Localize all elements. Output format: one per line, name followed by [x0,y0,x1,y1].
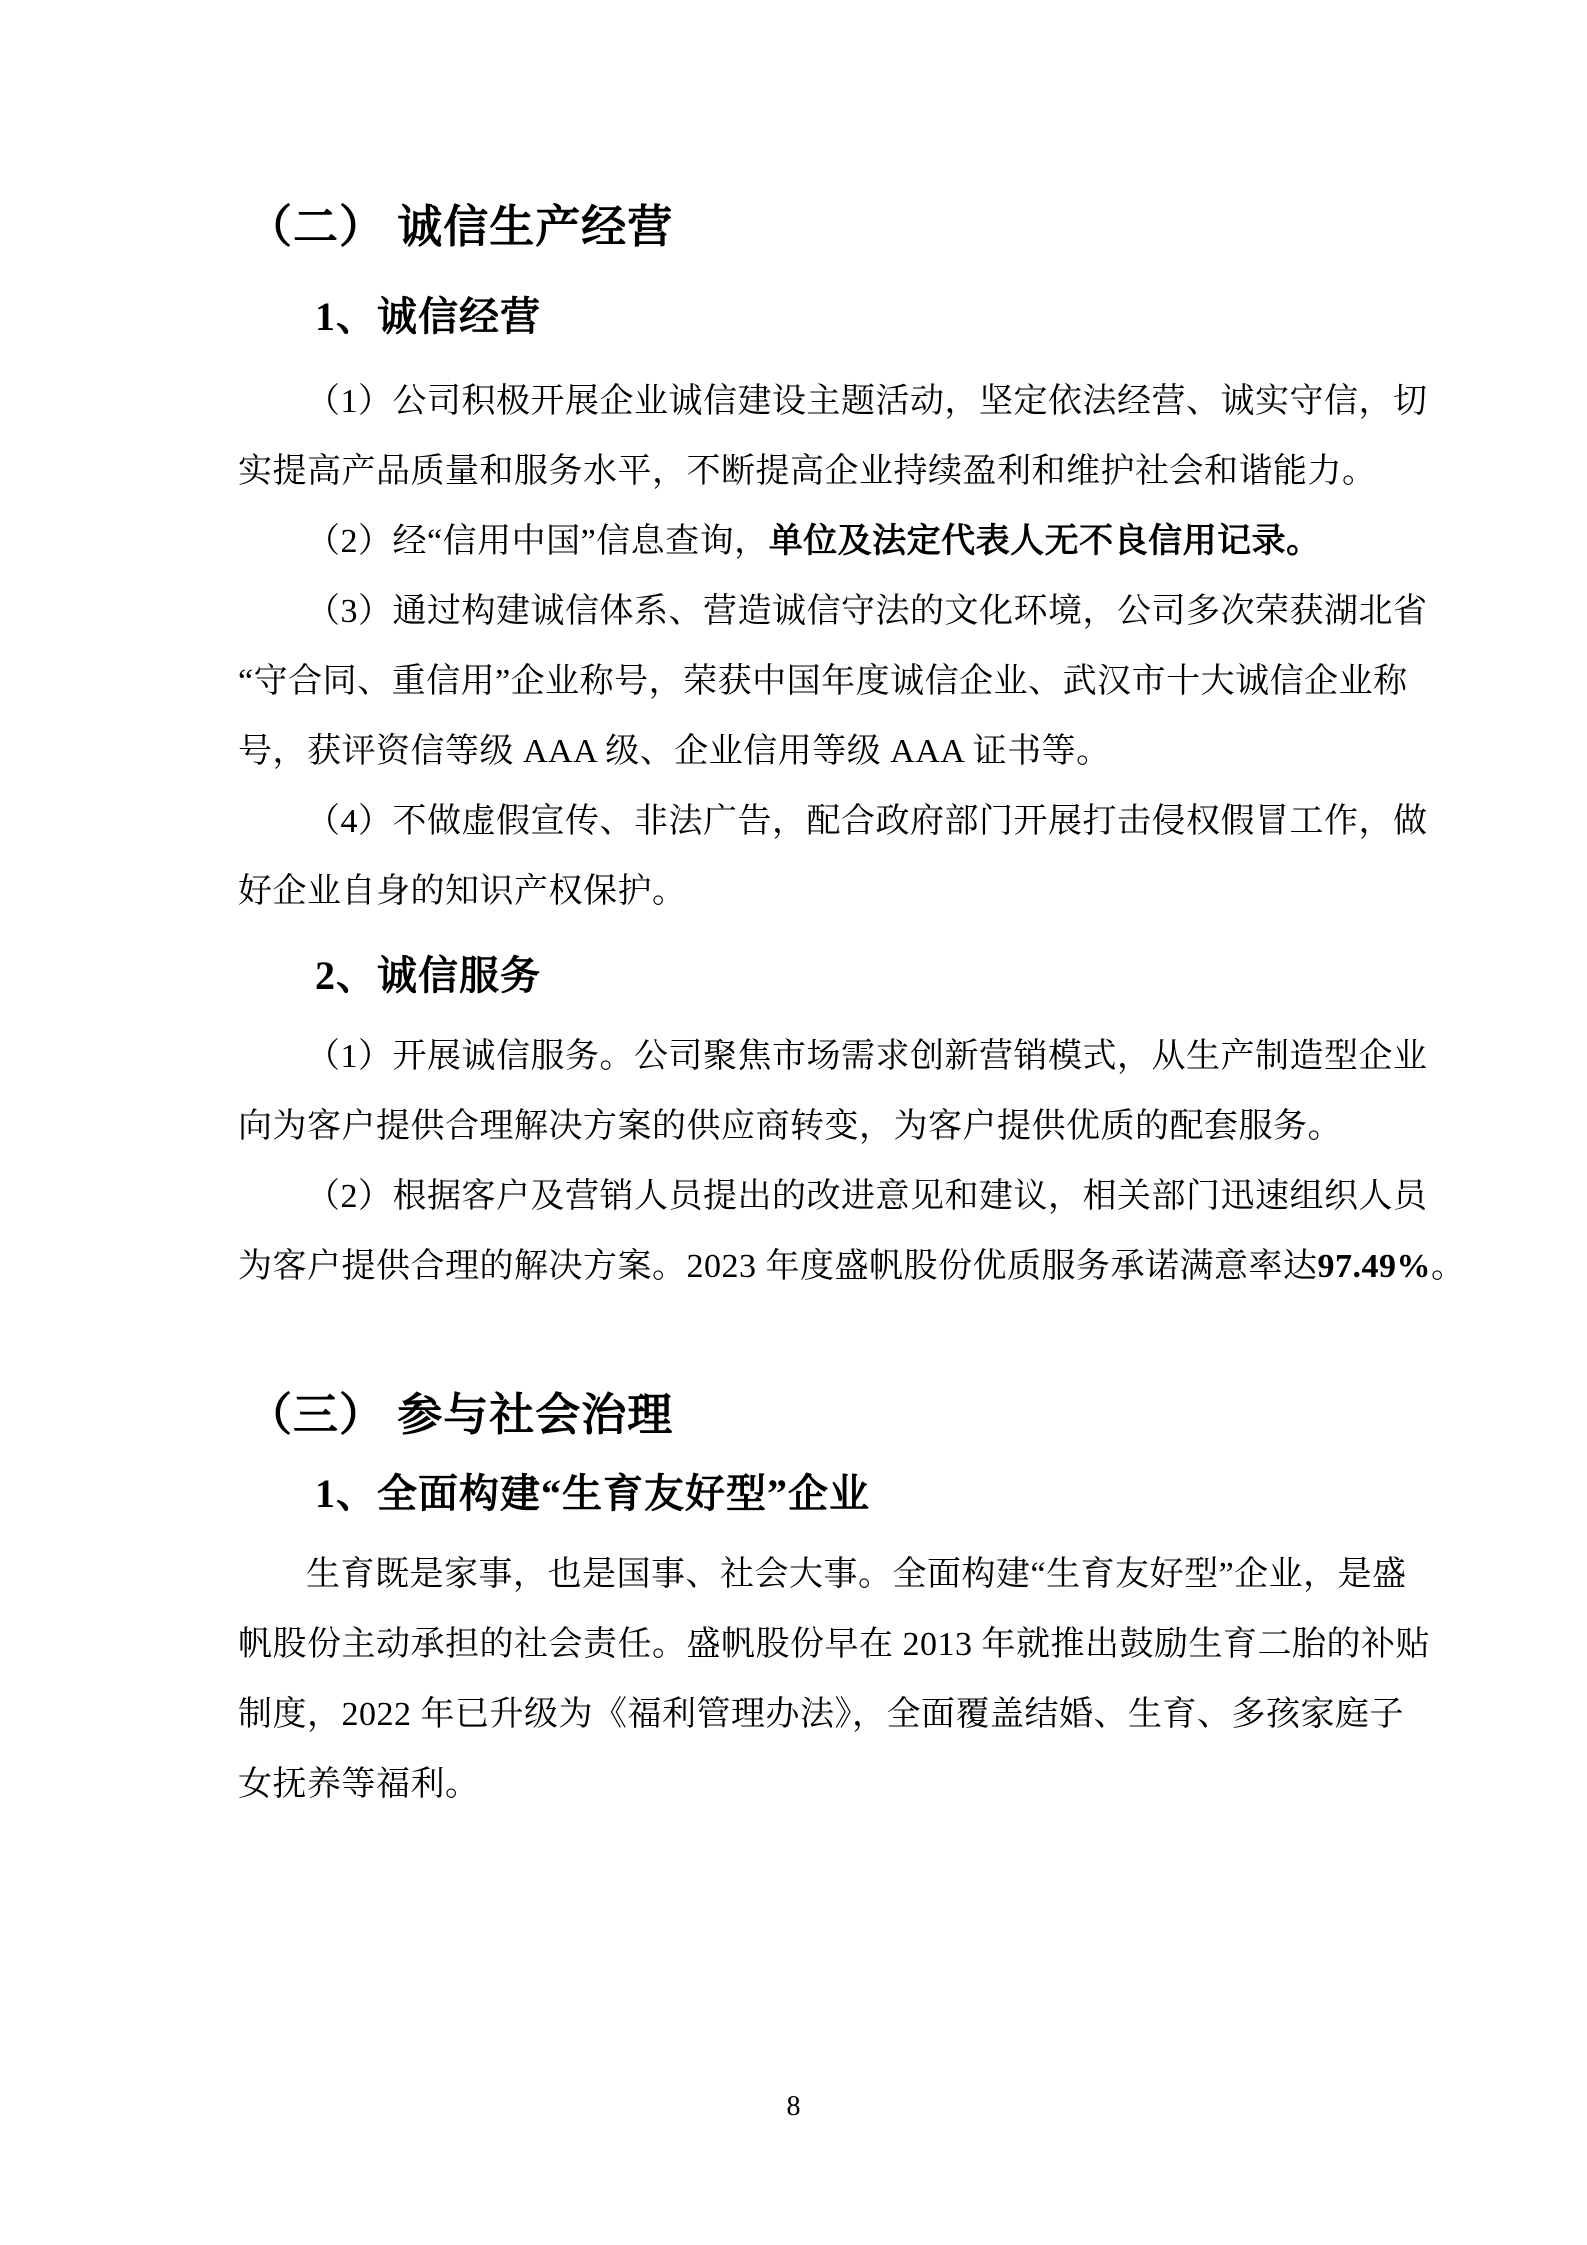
subsection-3-1-body [238,1540,1430,1820]
section-heading-3: （三） 参与社会治理 [247,1390,674,1440]
body-line: （3）通过构建诚信体系、营造诚信守法的文化环境，公司多次荣获湖北省 [306,593,1428,630]
text-run: （2）经“信用中国”信息查询， [306,523,769,560]
text-run: 为客户提供合理的解决方案。2023 年度盛帆股份优质服务承诺满意率达 [238,1248,1318,1285]
subsection-2-1-body [238,367,1428,927]
text-run-bold: 单位及法定代表人无不良信用记录。 [768,523,1321,560]
body-line: 实提高产品质量和服务水平，不断提高企业持续盈利和维护社会和谐能力。 [238,453,1377,490]
body-line: 帆股份主动承担的社会责任。盛帆股份早在 2013 年就推出鼓励生育二胎的补贴 [238,1626,1430,1663]
subsection-heading-2-2: 2、诚信服务 [315,953,541,998]
body-line: （4）不做虚假宣传、非法广告，配合政府部门开展打击侵权假冒工作，做 [306,803,1428,840]
subsection-heading-2-1: 1、诚信经营 [315,294,541,339]
subsection-2-2-body [238,1022,1466,1302]
body-line: 女抚养等福利。 [238,1766,480,1803]
body-line: “守合同、重信用”企业称号，荣获中国年度诚信企业、武汉市十大诚信企业称 [238,663,1408,700]
body-line: （2）根据客户及营销人员提出的改进意见和建议，相关部门迅速组织人员 [306,1178,1428,1215]
text-run: 。 [1431,1248,1466,1285]
body-line: 好企业自身的知识产权保护。 [238,873,687,910]
body-line [238,507,1348,577]
page-number: 8 [786,2091,801,2122]
body-line: 生育既是家事，也是国事、社会大事。全面构建“生育友好型”企业，是盛 [306,1556,1407,1593]
body-line: 制度，2022 年已升级为《福利管理办法》，全面覆盖结婚、生育、多孩家庭子 [238,1696,1404,1733]
body-line: （1）开展诚信服务。公司聚焦市场需求创新营销模式，从生产制造型企业 [306,1038,1428,1075]
body-line: （1）公司积极开展企业诚信建设主题活动，坚定依法经营、诚实守信，切 [306,383,1428,420]
body-line: 号，获评资信等级 AAA 级、企业信用等级 AAA 证书等。 [238,733,1111,770]
section-heading-2: （二） 诚信生产经营 [247,202,674,252]
subsection-heading-3-1: 1、全面构建“生育友好型”企业 [315,1471,870,1516]
text-run-bold: 97.49% [1317,1248,1431,1285]
body-line [238,1232,1466,1302]
body-line: 向为客户提供合理解决方案的供应商转变，为客户提供优质的配套服务。 [238,1108,1342,1145]
